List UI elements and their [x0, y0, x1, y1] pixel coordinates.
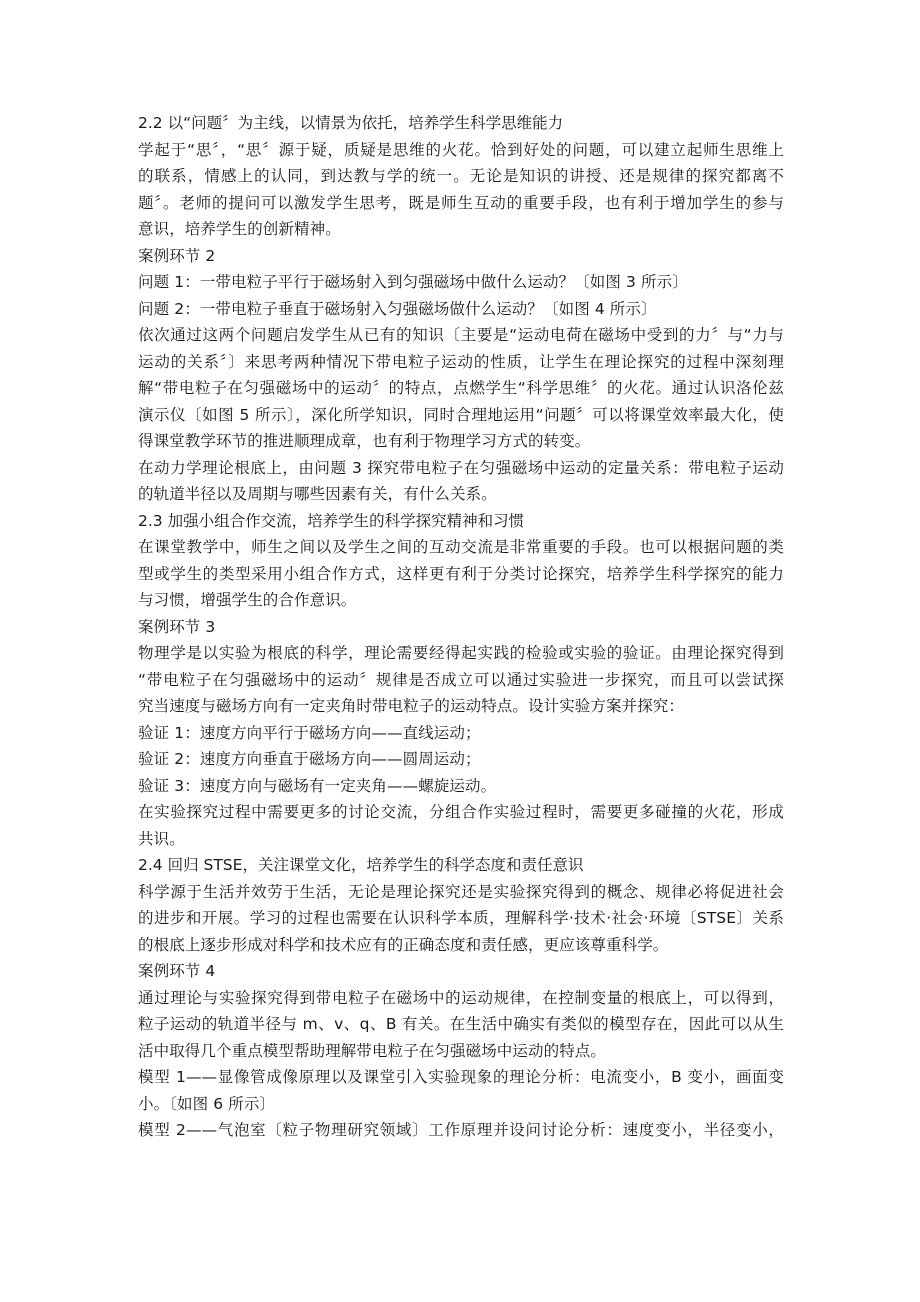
- text-line: 共识。: [138, 829, 185, 848]
- text-line: 验证 1：速度方向平行于磁场方向——直线运动；: [138, 723, 481, 742]
- text-line: 的进步和开展。学习的过程也需要在认识科学本质，理解科学·技术·社会·环境〔STSE〕关系: [138, 909, 784, 927]
- text-line: 得课堂教学环节的推进顺理成章，也有利于物理学习方式的转变。: [138, 432, 591, 450]
- text-line: 运动的关系〞〕来思考两种情况下带电粒子运动的性质，让学生在理论探究的过程中深刻理: [138, 352, 784, 371]
- text-line: 依次通过这两个问题启发学生从已有的知识〔主要是“运动电荷在磁场中受到的力〞与“力与: [138, 326, 784, 344]
- text-line: 案例环节 3: [138, 617, 216, 636]
- text-line: 究当速度与磁场方向有一定夹角时带电粒子的运动特点。设计实验方案并探究：: [138, 697, 685, 715]
- text-line: 科学源于生活并效劳于生活，无论是理论探究还是实验探究得到的概念、规律必将促进社会: [138, 882, 784, 901]
- text-line: “带电粒子在匀强磁场中的运动〞规律是否成立可以通过实验进一步探究，而且可以尝试探: [138, 670, 784, 689]
- text-line: 的根底上逐步形成对科学和技术应有的正确态度和责任感，更应该尊重科学。: [138, 935, 669, 954]
- text-line: 学起于“思〞，“思〞源于疑，质疑是思维的火花。恰到好处的问题，可以建立起师生思维上: [138, 140, 784, 159]
- text-line: 解“带电粒子在匀强磁场中的运动〞的特点，点燃学生“科学思维〞的火花。通过认识洛伦兹: [138, 379, 784, 397]
- text-line: 在实验探究过程中需要更多的讨论交流，分组合作实验过程时，需要更多碰撞的火花，形成: [138, 803, 784, 821]
- text-line: 模型 2——气泡室〔粒子物理研究领域〕工作原理并设问讨论分析：速度变小，半径变小，: [138, 1121, 784, 1139]
- text-line: 的联系，情感上的认同，到达教与学的统一。无论是知识的讲授、还是规律的探究都离不: [138, 167, 784, 185]
- text-line: 型或学生的类型采用小组合作方式，这样更有利于分类讨论探究，培养学生科学探究的能力: [138, 564, 784, 583]
- text-line: 验证 2：速度方向垂直于磁场方向——圆周运动；: [138, 750, 481, 768]
- text-line: 的轨道半径以及周期与哪些因素有关，有什么关系。: [138, 485, 497, 503]
- text-line: 在动力学理论根底上，由问题 3 探究带电粒子在匀强磁场中运动的定量关系：带电粒子运动: [138, 458, 784, 477]
- text-line: 意识，培养学生的创新精神。: [138, 220, 341, 238]
- text-line: 问题 1：一带电粒子平行于磁场射入到匀强磁场中做什么运动？〔如图 3 所示〕: [138, 273, 688, 291]
- text-line: 题〞。老师的提问可以激发学生思考，既是师生互动的重要手段，也有利于增加学生的参与: [138, 193, 784, 212]
- text-line: 与习惯，增强学生的合作意识。: [138, 591, 357, 609]
- text-line: 模型 1——显像管成像原理以及课堂引入实验现象的理论分析：电流变小，B 变小，画面变: [138, 1068, 784, 1086]
- text-line: 案例环节 4: [138, 962, 216, 980]
- text-line: 案例环节 2: [138, 246, 216, 265]
- section-heading: 2.2 以“问题〞为主线，以情景为依托，培养学生科学思维能力: [138, 114, 564, 132]
- section-heading: 2.3 加强小组合作交流，培养学生的科学探究精神和习惯: [138, 511, 525, 530]
- text-line: 粒子运动的轨道半径与 m、v、q、B 有关。在生活中确实有类似的模型存在，因此可以从生: [138, 1015, 784, 1033]
- text-line: 小。〔如图 6 所示〕: [138, 1094, 276, 1113]
- text-line: 演示仪〔如图 5 所示〕，深化所学知识，同时合理地运用“问题〞可以将课堂效率最大化，使: [138, 405, 784, 424]
- text-line: 验证 3：速度方向与磁场有一定夹角——螺旋运动。: [138, 776, 497, 795]
- text-line: 通过理论与实验探究得到带电粒子在磁场中的运动规律，在控制变量的根底上，可以得到，: [138, 988, 784, 1007]
- section-heading: 2.4 回归 STSE，关注课堂文化，培养学生的科学态度和责任意识: [138, 856, 584, 874]
- document-body: [138, 110, 784, 1144]
- text-line: 在课堂教学中，师生之间以及学生之间的互动交流是非常重要的手段。也可以根据问题的类: [138, 538, 784, 556]
- text-line: 物理学是以实验为根底的科学，理论需要经得起实践的检验或实验的验证。由理论探究得到: [138, 644, 784, 662]
- text-line: 活中取得几个重点模型帮助理解带电粒子在匀强磁场中运动的特点。: [138, 1041, 607, 1060]
- text-line: 问题 2：一带电粒子垂直于磁场射入匀强磁场做什么运动？〔如图 4 所示〕: [138, 299, 657, 318]
